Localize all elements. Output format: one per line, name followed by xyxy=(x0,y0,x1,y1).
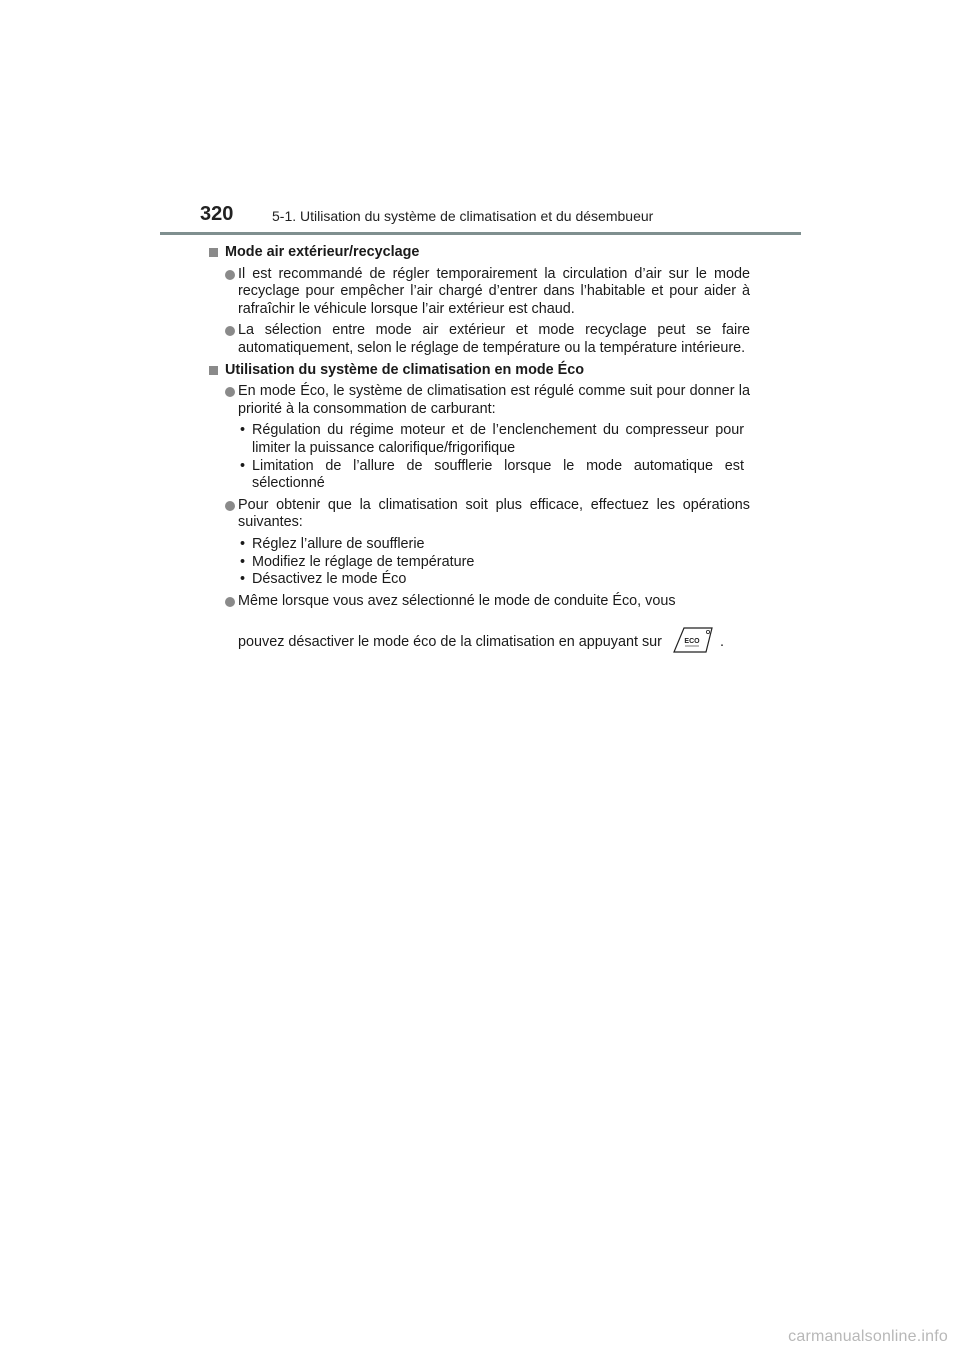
section-heading: Mode air extérieur/recyclage xyxy=(208,244,750,262)
list-item: La sélection entre mode air extérieur et mode recyclage peut se faire automatiquement, selon le réglage de température ou la température intérieure. xyxy=(208,322,750,357)
section-header-title: 5-1. Utilisation du système de climatisation et du désembueur xyxy=(272,208,654,224)
sub-bullet-marker: • xyxy=(240,553,246,570)
sub-list xyxy=(208,536,750,589)
sub-list-item: • Régulation du régime moteur et de l’enclenchement du compresseur pour limiter la puissance calorifique/frigorifique xyxy=(240,422,744,456)
list-item: En mode Éco, le système de climatisation est régulé comme suit pour donner la priorité à la consommation de carburant: xyxy=(208,383,750,418)
sub-bullet-marker: • xyxy=(240,457,246,474)
list-item: Même lorsque vous avez sélectionné le mode de conduite Éco, vous pouvez désactiver le mode éco de la climatisation en appuyant sur ECO . xyxy=(208,593,750,660)
watermark-credit: carmanualsonline.info xyxy=(788,1328,948,1345)
square-bullet-icon xyxy=(209,248,218,257)
page-number: 320 xyxy=(200,203,234,225)
circle-bullet-icon xyxy=(225,501,235,511)
list-item: Pour obtenir que la climatisation soit plus efficace, effectuez les opérations suivantes: xyxy=(208,497,750,532)
circle-bullet-icon xyxy=(225,597,235,607)
sub-bullet-marker: • xyxy=(240,535,246,552)
circle-bullet-icon xyxy=(225,326,235,336)
sub-list-item: • Désactivez le mode Éco xyxy=(240,571,407,588)
eco-button-label: ECO xyxy=(684,638,700,646)
square-bullet-icon xyxy=(209,366,218,375)
circle-bullet-icon xyxy=(225,387,235,397)
sub-list-item: • Modifiez le réglage de température xyxy=(240,553,475,570)
sub-list-item: • Limitation de l’allure de soufflerie lorsque le mode automatique est sélectionné xyxy=(240,457,744,492)
sub-list-item: • Réglez l’allure de soufflerie xyxy=(240,535,425,552)
section-heading: Utilisation du système de climatisation en mode Éco xyxy=(208,362,750,380)
list-item: Il est recommandé de régler temporairement la circulation d’air sur le mode recyclage pour empêcher l’air chargé d’entrer dans l’habitable et pour aider à rafraîchir le véhicule lorsque l’air extérieur est chaud. xyxy=(208,266,750,319)
header-divider xyxy=(160,232,801,235)
sub-list xyxy=(208,422,750,492)
page-content xyxy=(208,244,750,664)
circle-bullet-icon xyxy=(225,270,235,280)
eco-button-icon xyxy=(672,626,714,660)
sub-bullet-marker: • xyxy=(240,571,246,588)
sub-bullet-marker: • xyxy=(240,422,246,439)
